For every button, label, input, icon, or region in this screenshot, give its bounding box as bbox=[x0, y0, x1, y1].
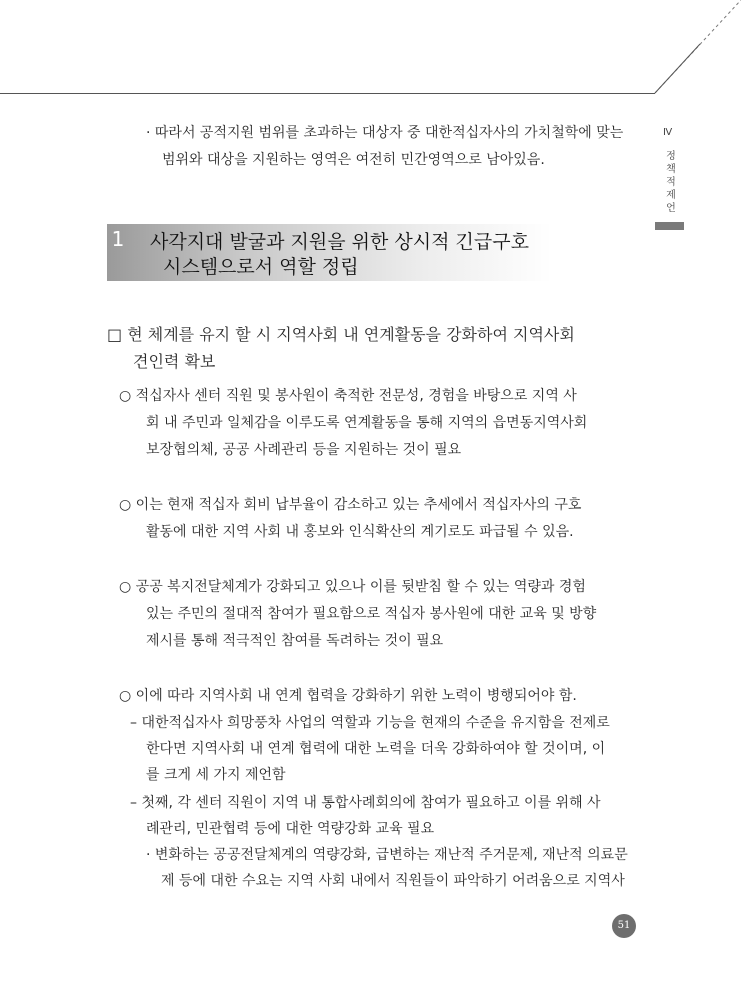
bullet-line: 있는 주민의 절대적 참여가 필요함으로 적십자 봉사원에 대한 교육 및 방향 bbox=[146, 606, 597, 622]
chapter-roman: Ⅳ bbox=[663, 127, 673, 138]
bullet-line: ○ 공공 복지전달체계가 강화되고 있으나 이를 뒷받침 할 수 있는 역량과 경험 bbox=[119, 579, 586, 595]
chapter-tab-bar bbox=[655, 222, 684, 230]
heading-line: □ 현 체계를 유지 할 시 지역사회 내 연계활동을 강화하여 지역사회 bbox=[107, 325, 575, 344]
heading-line: 견인력 확보 bbox=[133, 352, 216, 371]
corner-diagonal bbox=[0, 0, 741, 100]
section-number: 1 bbox=[111, 227, 125, 251]
dot-line: · 변화하는 공공전달체계의 역량강화, 급변하는 재난적 주거문제, 재난적 의료문 bbox=[146, 847, 628, 863]
bullet-line: ○ 이에 따라 지역사회 내 연계 협력을 강화하기 위한 노력이 병행되어야 함. bbox=[119, 688, 577, 704]
chapter-title-char: 언 bbox=[666, 203, 676, 214]
bullet-line: 보장협의체, 공공 사례관리 등을 지원하는 것이 필요 bbox=[146, 442, 462, 458]
dash-line: 례관리, 민관협력 등에 대한 역량강화 교육 필요 bbox=[146, 821, 435, 837]
chapter-title-vertical bbox=[664, 150, 678, 215]
section-title: 시스템으로서 역할 정립 bbox=[163, 256, 359, 278]
bullet-line: ○ 적십자사 센터 직원 및 봉사원이 축적한 전문성, 경험을 바탕으로 지역 사 bbox=[119, 388, 577, 404]
bullet-line: 활동에 대한 지역 사회 내 홍보와 인식확산의 계기로도 파급될 수 있음. bbox=[146, 524, 574, 540]
bullet-line: 회 내 주민과 일체감을 이루도록 연계활동을 통해 지역의 읍면동지역사회 bbox=[146, 415, 588, 431]
chapter-title-char: 정 bbox=[666, 151, 676, 162]
chapter-title-char: 제 bbox=[666, 190, 676, 201]
dash-line: 한다면 지역사회 내 연계 협력에 대한 노력을 더욱 강화하여야 할 것이며, 이 bbox=[146, 741, 606, 757]
dash-line: – 첫째, 각 센터 직원이 지역 내 통합사례회의에 참여가 필요하고 이를 위해 사 bbox=[130, 795, 601, 811]
intro-line: 범위와 대상을 지원하는 영역은 여전히 민간영역으로 남아있음. bbox=[162, 152, 545, 168]
page-number: 51 bbox=[612, 914, 636, 938]
bullet-line: 제시를 통해 적극적인 참여를 독려하는 것이 필요 bbox=[146, 633, 444, 649]
intro-line: · 따라서 공적지원 범위를 초과하는 대상자 중 대한적십자사의 가치철학에 맞는 bbox=[146, 125, 624, 141]
dash-line: – 대한적십자사 희망풍차 사업의 역할과 기능을 현재의 수준을 유지함을 전제로 bbox=[130, 715, 610, 731]
dash-line: 를 크게 세 가지 제언함 bbox=[146, 767, 286, 783]
bullet-line: ○ 이는 현재 적십자 회비 납부율이 감소하고 있는 추세에서 적십자사의 구호 bbox=[119, 497, 582, 513]
chapter-title-char: 책 bbox=[666, 164, 676, 175]
dot-line: 제 등에 대한 수요는 지역 사회 내에서 직원들이 파악하기 어려움으로 지역사 bbox=[161, 873, 625, 889]
section-title: 사각지대 발굴과 지원을 위한 상시적 긴급구호 bbox=[150, 231, 529, 253]
chapter-title-char: 적 bbox=[666, 177, 676, 188]
